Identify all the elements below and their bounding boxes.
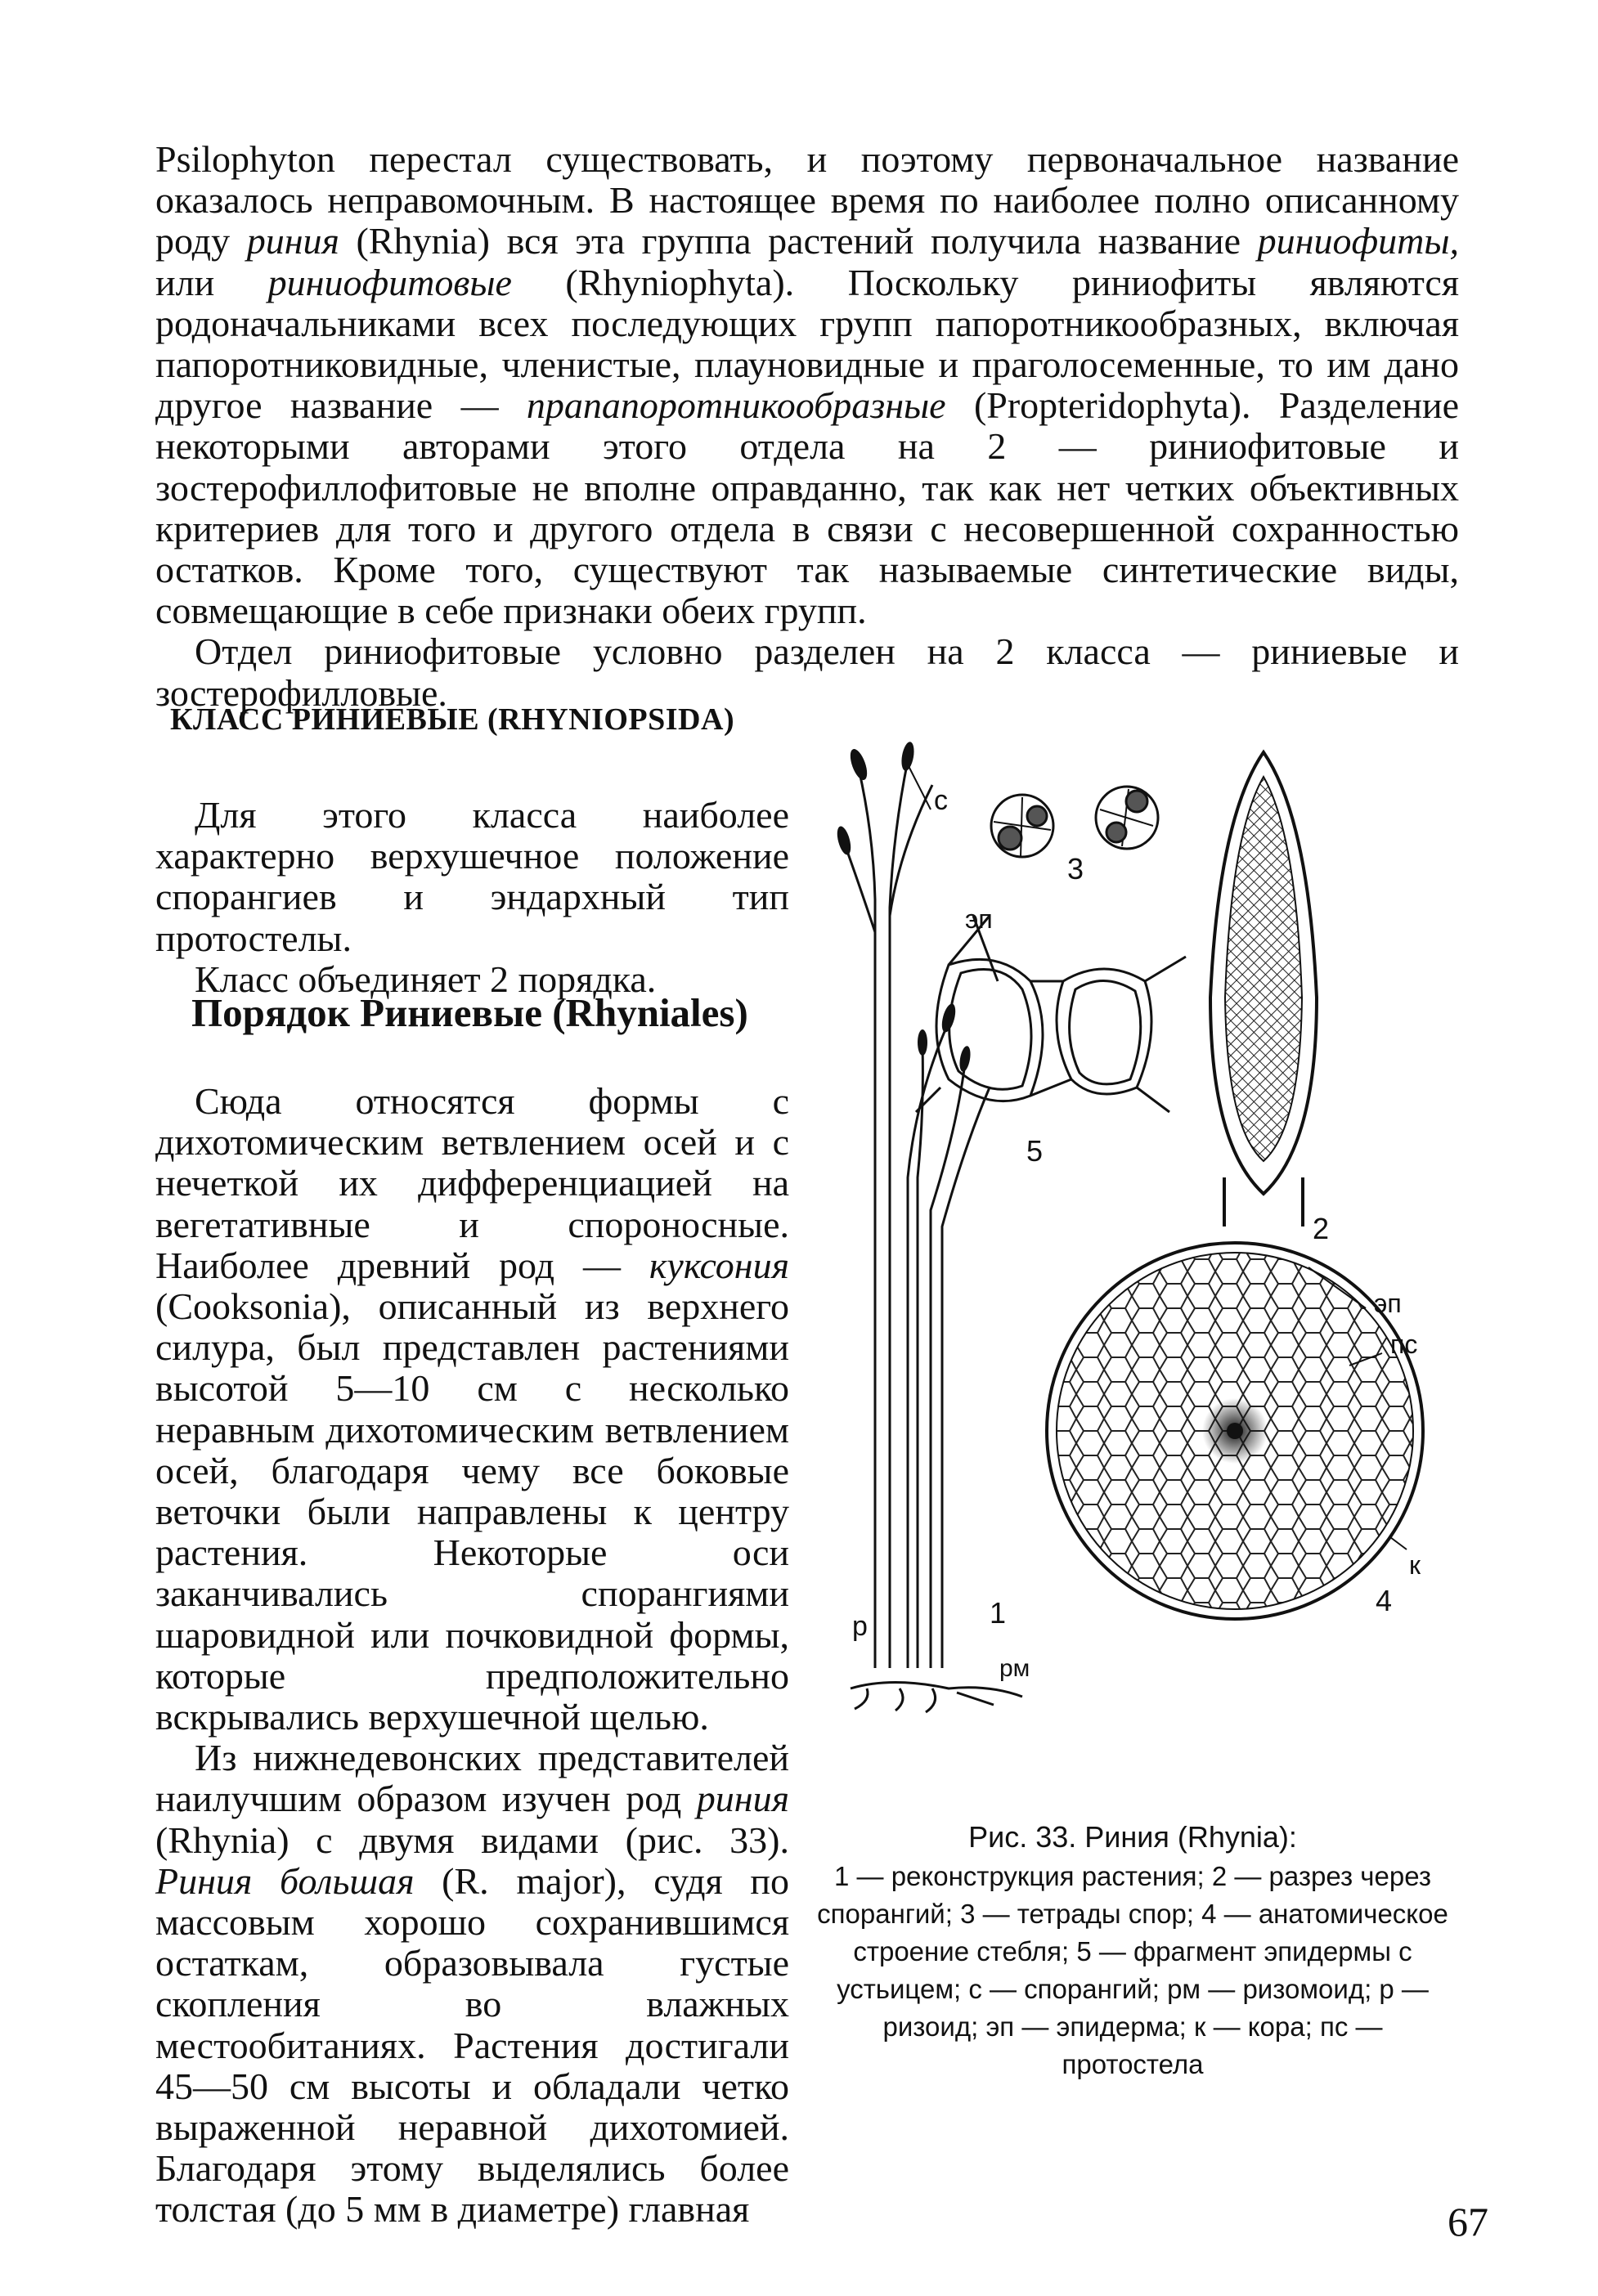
label-k: к	[1409, 1550, 1421, 1580]
label-1: 1	[990, 1596, 1007, 1630]
order-description	[155, 1081, 789, 2231]
class-description	[155, 795, 789, 1000]
text-run: (Rhynia) вся эта группа растений получила название	[339, 220, 1258, 262]
stem-cross-section	[1047, 1243, 1423, 1619]
italic-term: риния	[246, 220, 339, 262]
plant-reconstruction	[844, 760, 1022, 1712]
class-heading: КЛАСС РИНИЕВЫЕ (RHYNIOPSIDA)	[170, 702, 735, 737]
label-rm: рм	[999, 1655, 1030, 1682]
text-run: Сюда относятся формы с дихотомическим ветвлением осей и с нечеткой их дифференциацией на вегетативные и спороносные. Наиболее древний род —	[155, 1080, 789, 1286]
text-run: или	[155, 261, 268, 303]
intro-paragraph-1	[155, 139, 1459, 631]
intro-section	[155, 139, 1459, 714]
spore-tetrads	[991, 787, 1158, 857]
text-run: Из нижнедевонских представителей наилучшим образом изучен род	[155, 1737, 789, 1820]
text-run: (Rhynia) с двумя видами (рис. 33).	[155, 1818, 789, 1861]
figure-33-rhynia	[826, 720, 1505, 1799]
italic-term: куксония	[649, 1244, 789, 1286]
label-4: 4	[1376, 1584, 1393, 1617]
epidermis-fragment	[916, 916, 1186, 1112]
order-heading: Порядок Риниевые (Rhyniales)	[191, 990, 748, 1035]
label-2: 2	[1313, 1212, 1330, 1245]
label-ep-right: эп	[1374, 1289, 1402, 1318]
class-text-1: Для этого класса наиболее характерно верхушечное положение спорангиев и эндархный тип протостелы.	[155, 794, 789, 959]
label-c: с	[934, 785, 948, 816]
page-number: 67	[1448, 2199, 1488, 2244]
italic-term: риниофитовые	[267, 261, 512, 303]
italic-term: прапапоротникообразные	[526, 384, 946, 427]
label-ps: пс	[1390, 1330, 1418, 1359]
label-p: р	[852, 1611, 868, 1642]
text-run: (Rhyniophyta). Поскольку риниофиты являются родоначальниками всех последующих групп папоротникообразных, включая папоротниковидные, членистые, плауновидные и праголосеменные, то им дано другое название —	[155, 261, 1459, 427]
caption-text: 1 — реконструкция растения; 2 — разрез через спорангий; 3 — тетрады спор; 4 — анатомическое строение стебля; 5 — фрагмент эпидермы с устьицем; с — спорангий; рм — ризомоид; р — ризоид; эп — эпидерма; к — кора; пс — протостела	[817, 1861, 1448, 2079]
order-paragraph-1	[155, 1081, 789, 1738]
label-3: 3	[1067, 852, 1084, 886]
sporangium-section	[1210, 752, 1317, 1226]
caption-title: Рис. 33. Риния (Rhynia):	[968, 1820, 1297, 1854]
class-text-2: Класс объединяет 2 порядка.	[195, 957, 657, 1000]
text-run: (Propteridophyta). Разделение некоторыми авторами этого отдела на 2 — риниофитовые и зостерофиллофитовые не вполне оправданно, так как нет четких объективных критериев для того и другого отдела в связи с несовершенной сохранностью остатков. Кроме того, существуют так называемые синтетические виды, совмещающие в себе признаки обеих групп.	[155, 384, 1459, 632]
italic-term: риниофиты,	[1257, 220, 1459, 262]
label-ep-top: эп	[965, 904, 993, 934]
italic-term: Риния большая	[155, 1859, 415, 1902]
text-run: (R. major), судя по массовым хорошо сохранившимся остаткам, образовывала густые скопления во влажных местообитаниях. Растения достигали 45—50 см высоты и обладали четко выраженной неравной дихотомией. Благодаря этому выделялись более толстая (до 5 мм в диаметре) главная	[155, 1859, 789, 2231]
figure-caption	[810, 1818, 1456, 2083]
order-paragraph-2	[155, 1738, 789, 2230]
text-run: (Cooksonia), описанный из верхнего силура, был представлен растениями высотой 5—10 см с несколько неравным дихотомическим ветвлением осей, благодаря чему все боковые веточки были направлены к центру растения. Некоторые оси заканчивались спорангиями шаровидной или почковидной формы, которые предположительно вскрывались верхушечной щелью.	[155, 1285, 789, 1738]
text-run: Psilophyton перестал существовать, и поэтому первоначальное название оказалось неправомочным. В настоящее время по наиболее полно описанному роду	[155, 138, 1459, 262]
label-5: 5	[1026, 1134, 1044, 1168]
intro-paragraph-2: Отдел риниофитовые условно разделен на 2 класса — риниевые и зостерофилловые.	[155, 630, 1459, 714]
italic-term: риния	[696, 1778, 789, 1820]
